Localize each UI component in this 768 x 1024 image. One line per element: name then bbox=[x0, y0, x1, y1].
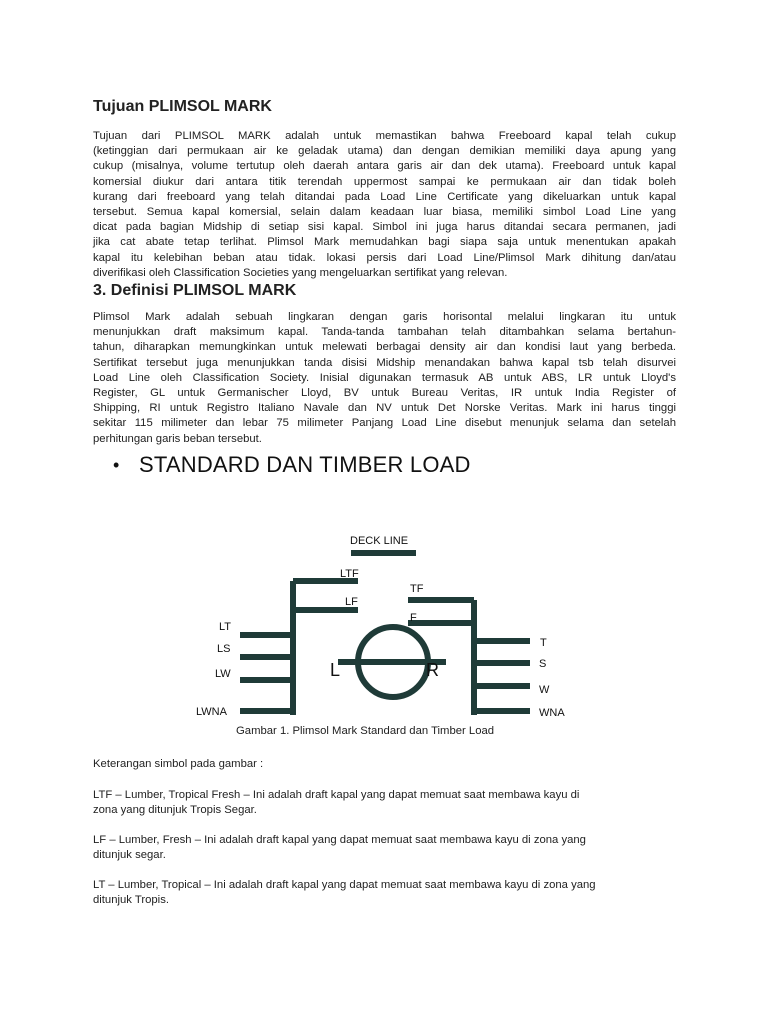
plimsol-mark-diagram bbox=[190, 525, 580, 725]
paragraph-line: tahun, diharapkan memungkinkan untuk melewati berbagai density air dan kondisi laut yang berbeda. bbox=[93, 341, 676, 354]
paragraph-line: kapal itu kelebihan beban atau tidak. lokasi persis dari Load Line/Plimsol Mark dihitung dan/atau bbox=[93, 251, 676, 264]
deck-line-label: DECK LINE bbox=[350, 535, 409, 547]
paragraph-line: diverifikasi oleh Classification Societies yang mengeluarkan sertifikat yang relevan. bbox=[93, 266, 508, 279]
paragraph-line: Register, GL untuk Germanischer Lloyd, BV untuk Bureau Veritas, IR untuk India Register of bbox=[93, 387, 676, 400]
definition-line: LT – Lumber, Tropical – Ini adalah draft kapal yang dapat memuat saat membawa kayu di zona yang bbox=[93, 879, 596, 891]
paragraph-line: Load Line oleh Classification Society. Inisial digunakan termasuk AB untuk ABS, LR untuk Lloyd's bbox=[93, 371, 676, 384]
ls-label: LS bbox=[217, 643, 231, 655]
paragraph-line: (ketinggian dari permukaan air ke geladak utama) dan dengan demikian memiliki daya apung yang bbox=[93, 145, 676, 158]
section-title-tujuan: Tujuan PLIMSOL MARK bbox=[93, 98, 272, 115]
definition-line: zona yang ditunjuk Tropis Segar. bbox=[93, 803, 257, 816]
w-label: W bbox=[539, 684, 550, 696]
paragraph-line: tersebut. Semua kapal komersial, selain dalam keadaan luar biasa, memiliki simbol Load Line yang bbox=[93, 206, 676, 219]
ltf-label: LTF bbox=[340, 568, 359, 580]
paragraph-line: Sertifikat tersebut juga menunjukkan tanda disisi Midship menandakan bahwa kapal tsb telah disurvei bbox=[93, 356, 676, 369]
wna-label: WNA bbox=[539, 707, 565, 719]
s-label: S bbox=[539, 658, 547, 670]
lwna-label: LWNA bbox=[196, 706, 227, 718]
paragraph-line: perhitungan garis beban tersebut. bbox=[93, 432, 262, 445]
definition-item-lf bbox=[93, 833, 676, 862]
definitions-intro: Keterangan simbol pada gambar : bbox=[93, 758, 264, 770]
figure-caption: Gambar 1. Plimsol Mark Standard dan Timber Load bbox=[236, 725, 495, 737]
lw-label: LW bbox=[215, 668, 231, 680]
paragraph-line: jika cat abate tetap terlihat. Plimsol Mark memudahkan bagi siapa saja untuk menentukan apakah bbox=[93, 236, 676, 249]
paragraph-line: Tujuan dari PLIMSOL MARK adalah untuk memastikan bahwa Freeboard kapal telah cukup bbox=[93, 130, 676, 142]
section-title-definisi: 3. Definisi PLIMSOL MARK bbox=[93, 282, 297, 299]
circle-left-letter: L bbox=[330, 660, 341, 680]
definition-item-ltf bbox=[93, 788, 676, 817]
definition-item-lt bbox=[93, 878, 676, 907]
paragraph-line: kurang dari freeboard yang telah ditandai pada Load Line Certificate yang dikeluarkan untuk kapal bbox=[93, 190, 676, 203]
paragraph-line: Shipping, RI untuk Registro Italiano Navale dan NV untuk Det Norske Veritas. Mark ini harus tinggi bbox=[93, 402, 676, 415]
lt-label: LT bbox=[219, 621, 232, 633]
paragraph-line: menunjukkan draft maksimum kapal. Tanda-tanda tambahan telah ditambahkan selama bertahun- bbox=[93, 326, 676, 339]
paragraph-line: cukup (misalnya, volume tertutup oleh daerah antara garis air dan dek utama). Freeboard untuk kapal bbox=[93, 160, 676, 173]
tf-label: TF bbox=[410, 583, 424, 595]
paragraph-line: komersial diukur dari antara titik terendah uppermost sampai ke permukaan air dan tidak boleh bbox=[93, 175, 676, 188]
paragraph-tujuan bbox=[93, 129, 676, 281]
lf-label: LF bbox=[345, 596, 358, 608]
bullet-heading-text: STANDARD DAN TIMBER LOAD bbox=[139, 452, 471, 477]
paragraph-line: Plimsol Mark adalah sebuah lingkaran dengan garis horisontal melalui lingkaran itu untuk bbox=[93, 311, 676, 323]
definition-line: ditunjuk segar. bbox=[93, 848, 166, 861]
definition-line: LF – Lumber, Fresh – Ini adalah draft kapal yang dapat memuat saat membawa kayu di zona yang bbox=[93, 834, 586, 846]
f-label: F bbox=[410, 612, 417, 624]
bullet-heading bbox=[113, 452, 471, 478]
paragraph-line: sekitar 115 milimeter dan lebar 75 milimeter Panjang Load Line disebut menunjuk selama dan setelah bbox=[93, 417, 676, 430]
plimsol-mark-lines bbox=[240, 553, 530, 715]
t-label: T bbox=[540, 637, 547, 649]
definition-line: ditunjuk Tropis. bbox=[93, 893, 169, 906]
paragraph-line: dicat pada bagian Midship di setiap sisi kapal. Simbol ini juga harus ditandai secara permanen, jadi bbox=[93, 221, 676, 234]
circle-right-letter: R bbox=[426, 660, 439, 680]
definition-line: LTF – Lumber, Tropical Fresh – Ini adalah draft kapal yang dapat memuat saat membawa kayu di bbox=[93, 789, 580, 801]
bullet-dot-icon: • bbox=[113, 454, 120, 475]
paragraph-definisi bbox=[93, 310, 676, 447]
